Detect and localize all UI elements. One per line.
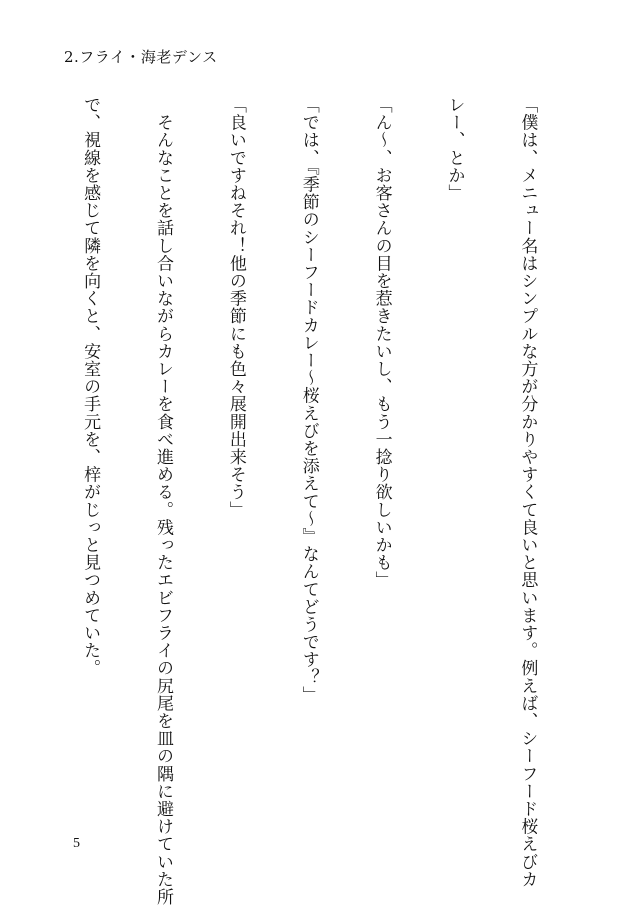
text-line: そんなことを話し合いながらカレーを食べ進める。残ったエビフライの尻尾を皿の隅に避けていた所 bbox=[152, 96, 173, 906]
text-line: 「僕は、メニュー名はシンプルな方が分かりやすくて良いと思います。例えば、シーフード桜えびカ bbox=[517, 96, 538, 888]
text-line: レー、とか」 bbox=[444, 96, 465, 202]
text-line: 「では、『季節のシーフードカレー～桜えびを添えて～』なんてどうです？」 bbox=[298, 96, 319, 704]
page-number: 5 bbox=[73, 836, 80, 851]
text-line: 「ん～、お客さんの目を惹きたいし、もう一捻り欲しいかも」 bbox=[371, 96, 392, 589]
chapter-header: 2.フライ・海老デンス bbox=[64, 48, 218, 66]
text-line: 「良いですねそれ！他の季節にも色々展開出来そう」 bbox=[225, 96, 246, 519]
blank-line bbox=[5, 96, 29, 816]
vertical-text-body bbox=[0, 96, 588, 906]
text-line: で、視線を感じて隣を向くと、安室の手元を、梓がじっと見つめていた。 bbox=[80, 96, 101, 677]
